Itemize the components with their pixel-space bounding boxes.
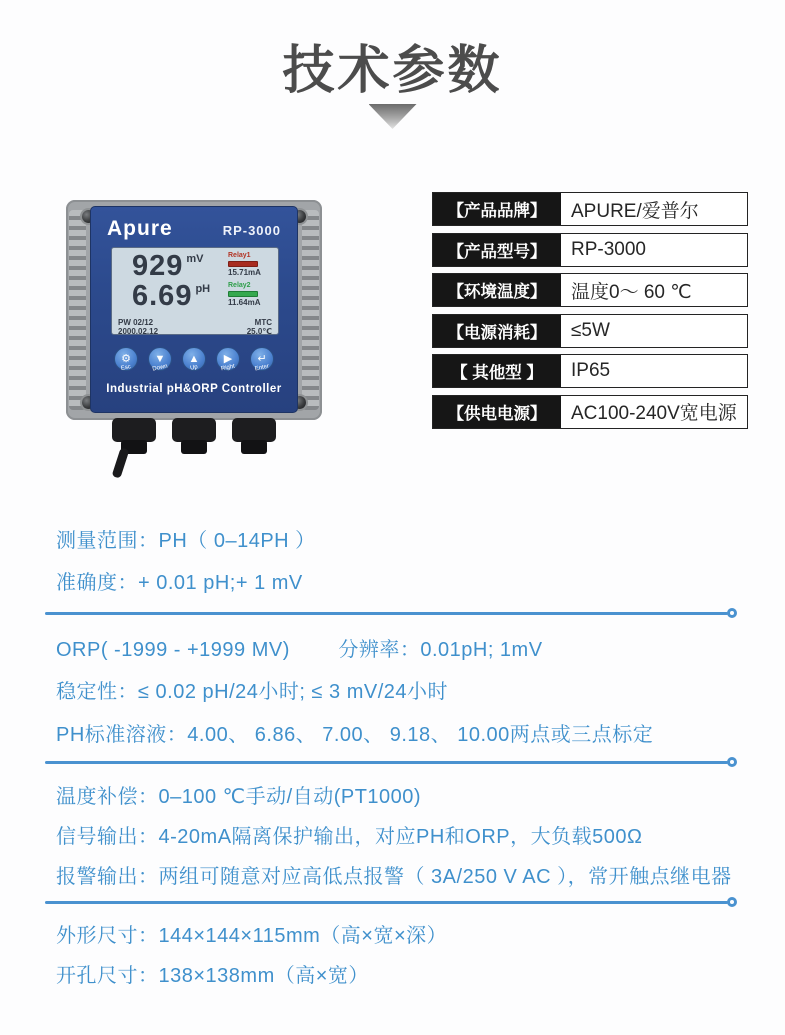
lcd-ph-unit: pH — [195, 283, 211, 295]
lcd-ph-value: 6.69 — [132, 280, 193, 312]
device-button-row — [91, 347, 297, 371]
enter-icon: ↵ — [257, 352, 267, 365]
lcd-ph-row — [118, 282, 272, 312]
device-lcd-screen — [111, 247, 279, 335]
divider-line — [45, 761, 728, 764]
spec-label: 【产品品牌】 — [433, 193, 561, 225]
spec-label: 【电源消耗】 — [433, 315, 561, 347]
divider-dot — [727, 757, 737, 767]
spec-line-orp-resolution: ORP( -1999 - +1999 MV) 分辨率：0.01pH; 1mV — [56, 639, 543, 661]
lcd-temp-text: 25.0℃ — [246, 327, 272, 336]
device-front-panel — [90, 206, 298, 413]
table-row — [432, 192, 748, 226]
spec-value: 温度0～ 60 ℃ — [571, 281, 692, 303]
device-housing — [66, 200, 322, 420]
spec-label: 【环境温度】 — [433, 274, 561, 306]
spec-line-outer-size: 外形尺寸：144×144×115mm（高×宽×深） — [56, 925, 448, 947]
divider-dot — [727, 897, 737, 907]
spec-value: APURE/爱普尔 — [571, 200, 699, 222]
housing-rib-left — [69, 210, 86, 410]
spec-line-temp-compensation: 温度补偿：0–100 ℃手动/自动(PT1000) — [56, 786, 422, 808]
lcd-date-text: 2000.02.12 — [118, 327, 159, 336]
arrow-up-icon: ▲ — [188, 352, 200, 365]
relay2-bar — [228, 291, 258, 297]
cable — [112, 447, 130, 478]
spec-label: 【 其他型 】 — [433, 355, 561, 387]
detail-specs — [56, 528, 746, 989]
lcd-mv-row — [118, 252, 272, 282]
spec-value: RP-3000 — [571, 238, 646, 260]
spec-line-cutout-size: 开孔尺寸：138×138mm（高×宽） — [56, 965, 369, 987]
spec-line-measure-range: 测量范围：PH（ 0–14PH ） — [56, 530, 316, 552]
right-button: ▶ Right — [216, 347, 240, 371]
lcd-date-block — [118, 318, 158, 336]
relay1-bar — [228, 261, 258, 267]
page-title: 技术参数 — [282, 42, 503, 100]
device-brand-row — [91, 207, 297, 245]
lcd-pw-text: PW 02/12 — [118, 318, 154, 327]
spec-table — [432, 192, 748, 435]
relay1-label: Relay1 — [228, 252, 251, 259]
spec-label: 【产品型号】 — [433, 234, 561, 266]
spec-line-accuracy: 准确度：+ 0.01 pH;+ 1 mV — [56, 572, 303, 594]
section-divider — [45, 605, 737, 621]
section-divider — [45, 894, 737, 910]
divider-dot — [727, 608, 737, 618]
divider-line — [45, 612, 728, 615]
arrow-right-icon: ▶ — [223, 352, 233, 365]
housing-rib-right — [302, 210, 319, 410]
spec-line-alarm-output: 报警输出：两组可随意对应高低点报警（ 3A/250 V AC ），常开触点继电器 — [56, 866, 732, 888]
lcd-temp-block — [247, 318, 272, 336]
table-row — [432, 354, 748, 388]
spec-line-stability: 稳定性：≤ 0.02 pH/24小时; ≤ 3 mV/24小时 — [56, 681, 449, 703]
relay2-label: Relay2 — [228, 282, 251, 289]
spec-line-ph-buffer: PH标准溶液：4.00、 6.86、 7.00、 9.18、 10.00两点或三点标定 — [56, 724, 654, 746]
lcd-status-row — [118, 318, 272, 336]
table-row — [432, 314, 748, 348]
spec-value: IP65 — [571, 360, 611, 381]
lcd-mtc-text: MTC — [254, 318, 272, 327]
divider-line — [45, 901, 728, 904]
product-photo — [66, 200, 322, 475]
section-divider — [45, 754, 737, 770]
arrow-down-icon: ▼ — [154, 352, 166, 365]
cable-gland — [232, 418, 276, 442]
spec-line-signal-output: 信号输出：4-20mA隔离保护输出，对应PH和ORP，大负载500Ω — [56, 826, 643, 848]
table-row — [432, 273, 748, 307]
down-button: ▼ Down — [148, 347, 172, 371]
lcd-mv-unit: mV — [186, 253, 204, 265]
cable-glands — [66, 418, 322, 470]
spec-label: 【供电电源】 — [433, 396, 561, 428]
esc-button: ⚙ Esc — [114, 347, 138, 371]
cable-gland — [172, 418, 216, 442]
table-row — [432, 395, 748, 429]
enter-button: ↵ Enter — [250, 347, 274, 371]
cable-gland — [112, 418, 156, 442]
lcd-mv-value: 929 — [132, 250, 184, 282]
up-button: ▲ Up — [182, 347, 206, 371]
relay1-current: 15.71mA — [228, 268, 261, 277]
device-caption: Industrial pH&ORP Controller — [106, 383, 282, 395]
lcd-relay1-block — [228, 252, 272, 277]
device-brand: Apure — [107, 217, 173, 240]
spec-value: AC100-240V宽电源 — [571, 403, 737, 424]
wrench-icon: ⚙ — [121, 352, 131, 365]
table-row — [432, 233, 748, 267]
device-model: RP-3000 — [222, 223, 281, 238]
spec-value: ≤5W — [571, 319, 610, 341]
relay2-current: 11.64mA — [228, 298, 261, 307]
lcd-relay2-block — [228, 282, 272, 307]
chevron-down-icon — [369, 104, 417, 129]
